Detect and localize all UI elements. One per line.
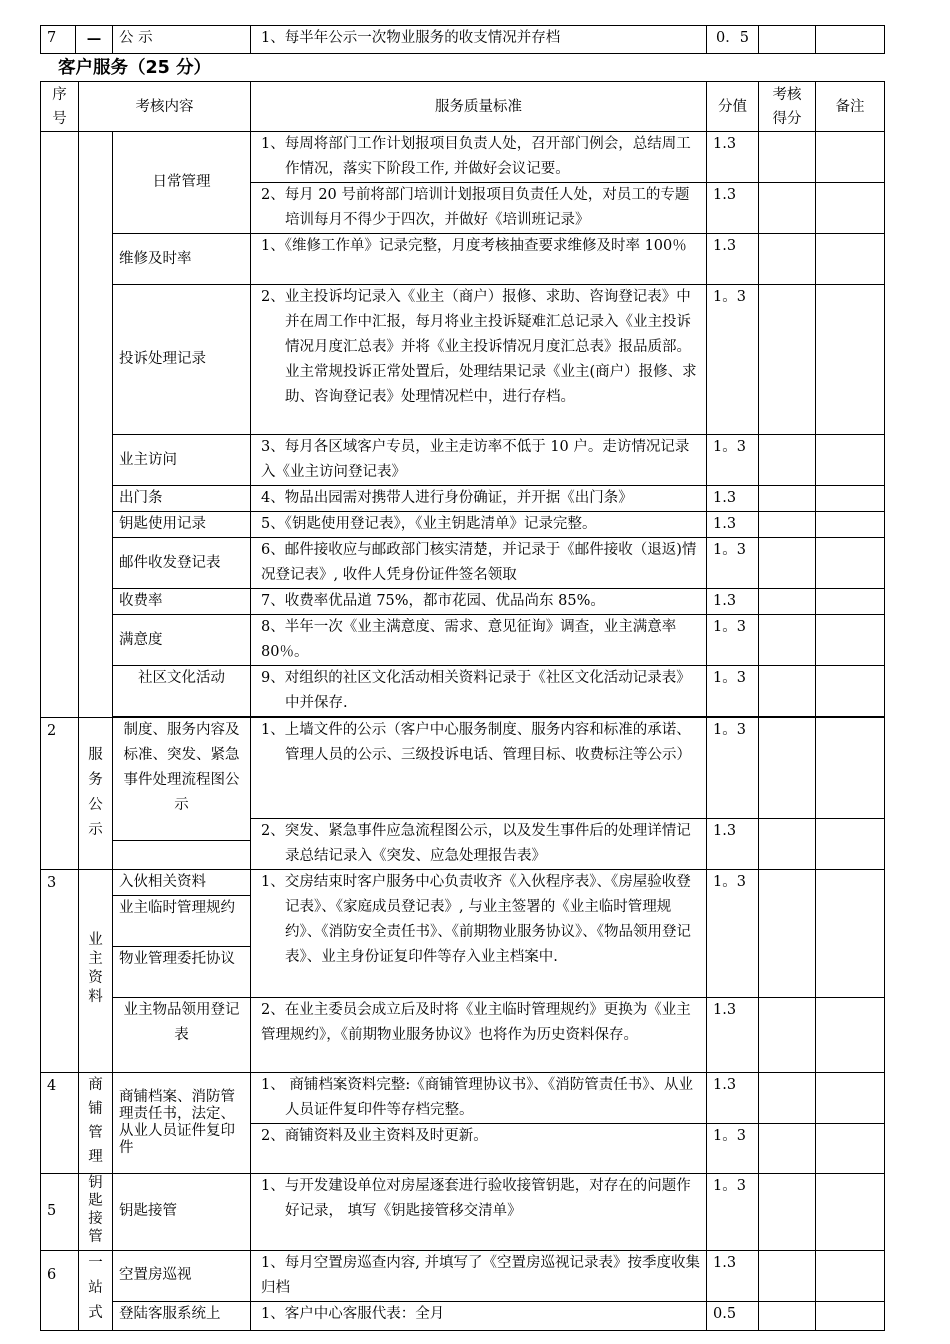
- s1-repair-score: 1.3: [707, 234, 759, 285]
- s3-item4: 业主物品领用登记表: [113, 997, 251, 1072]
- s1-fee: 收费率: [113, 589, 251, 615]
- s6-std2: 1、客户中心客服代表：全月: [251, 1301, 707, 1330]
- header-no: 序号: [41, 82, 79, 132]
- s1-exit-score: 1.3: [707, 486, 759, 512]
- s1-fee-std: 7、收费率优品道 75%，都市花园、优品尚东 85%。: [251, 589, 707, 615]
- s1-key-score: 1.3: [707, 512, 759, 538]
- s1-mail: 邮件收发登记表: [113, 538, 251, 589]
- top-row-table: [40, 25, 885, 54]
- s4-no: 4: [41, 1072, 79, 1173]
- s1-mail-std: 6、邮件接收应与邮政部门核实清楚，并记录于《邮件接收（退返)情况登记表》, 收件人凭身份证件签名领取: [251, 538, 707, 589]
- s1-culture: 社区文化活动: [113, 666, 251, 717]
- s1-cat: [79, 132, 113, 718]
- s6-item2: 登陆客服系统上: [113, 1301, 251, 1330]
- s1-daily: 日常管理: [113, 132, 251, 234]
- s1-key: 钥匙使用记录: [113, 512, 251, 538]
- header-score: 分值: [707, 82, 759, 132]
- s3-no: 3: [41, 869, 79, 1072]
- s1-culture-std: 9、对组织的社区文化活动相关资料记录于《社区文化活动记录表》中并保存.: [251, 666, 707, 717]
- section-title: 客户服务（25 分）: [58, 58, 211, 78]
- s4-item: 商铺档案、消防管理责任书，法定、从业人员证件复印件: [113, 1072, 251, 1173]
- s1-satis: 满意度: [113, 615, 251, 666]
- s3-score2: 1.3: [707, 997, 759, 1072]
- s2-item-blank: [113, 818, 251, 869]
- s1-complaint-score: 1。3: [707, 285, 759, 435]
- row-exam: [759, 26, 816, 54]
- s1-no: [41, 132, 79, 718]
- s2-no: 2: [41, 718, 79, 870]
- s4-score1: 1.3: [707, 1072, 759, 1123]
- s3-item2: 业主临时管理规约: [113, 895, 251, 946]
- s1-key-std: 5、《钥匙使用登记表》，《业主钥匙清单》记录完整。: [251, 512, 707, 538]
- s5-cat: 钥匙接管: [79, 1173, 113, 1250]
- row-dash: —: [76, 26, 113, 54]
- s6-cat: 一站式: [79, 1250, 113, 1330]
- s2-score1: 1。3: [707, 718, 759, 819]
- s1-repair-std: 1、《维修工作单》记录完整，月度考核抽查要求维修及时率 100％: [251, 234, 707, 285]
- s4-std1: 1、 商铺档案资料完整:《商铺管理协议书》、《消防管责任书》、从业人员证件复印件等存档完整。: [251, 1072, 707, 1123]
- s1-visit: 业主访问: [113, 435, 251, 486]
- s3-item3: 物业管理委托协议: [113, 946, 251, 997]
- s1-exit-std: 4、物品出园需对携带人进行身份确证，并开据《出门条》: [251, 486, 707, 512]
- row-note: [816, 26, 885, 54]
- s1-daily-score2: 1.3: [707, 183, 759, 234]
- s1-visit-std: 3、每月各区域客户专员，业主走访率不低于 10 户。走访情况记录入《业主访问登记表》: [251, 435, 707, 486]
- row-score: 0．5: [707, 26, 759, 54]
- s4-std2: 2、商铺资料及业主资料及时更新。: [251, 1123, 707, 1173]
- s2-std2: 2、突发、紧急事件应急流程图公示，以及发生事件后的处理详情记录总结记录入《突发、应急处理报告表》: [251, 818, 707, 869]
- customer-service-table: [40, 81, 885, 1331]
- s3-cat: 业主资料: [79, 869, 113, 1072]
- s1-satis-std: 8、半年一次《业主满意度、需求、意见征询》调查，业主满意率 80％。: [251, 615, 707, 666]
- header-content: 考核内容: [79, 82, 251, 132]
- s3-item1: 入伙相关资料: [113, 869, 251, 895]
- s1-satis-score: 1。3: [707, 615, 759, 666]
- s1-daily-std1: 1、每周将部门工作计划报项目负责人处，召开部门例会，总结周工作情况，落实下阶段工作, 并做好会议记要。: [251, 132, 707, 183]
- header-exam: 考核得分: [759, 82, 816, 132]
- s1-visit-score: 1。3: [707, 435, 759, 486]
- s1-exit: 出门条: [113, 486, 251, 512]
- row-no: 7: [41, 26, 76, 54]
- s1-complaint-std: 2、业主投诉均记录入《业主（商户）报修、求助、咨询登记表》中并在周工作中汇报，每月将业主投诉疑难汇总记录入《业主投诉情况月度汇总表》并将《业主投诉情况月度汇总表》报品质部。业主常规投诉正常处置后，处理结果记录《业主(商户）报修、求助、咨询登记表》处理情况栏中，进行存档。: [251, 285, 707, 435]
- s6-score1: 1.3: [707, 1250, 759, 1301]
- s4-score2: 1。3: [707, 1123, 759, 1173]
- s3-std2: 2、在业主委员会成立后及时将《业主临时管理规约》更换为《业主管理规约》，《前期物业服务协议》也将作为历史资料保存。: [251, 997, 707, 1072]
- s2-cat: 服务公示: [79, 718, 113, 870]
- s5-score: 1。3: [707, 1173, 759, 1250]
- s1-daily-score1: 1.3: [707, 132, 759, 183]
- s5-no: 5: [41, 1173, 79, 1250]
- s1-repair: 维修及时率: [113, 234, 251, 285]
- s2-score2: 1.3: [707, 818, 759, 869]
- row-standard: 1、每半年公示一次物业服务的收支情况并存档: [251, 26, 707, 54]
- s2-item: 制度、服务内容及标准、突发、紧急事件处理流程图公示: [113, 718, 251, 819]
- s5-std: 1、与开发建设单位对房屋逐套进行验收接管钥匙，对存在的问题作好记录， 填写《钥匙接管移交清单》: [251, 1173, 707, 1250]
- header-standard: 服务质量标准: [251, 82, 707, 132]
- s1-fee-score: 1.3: [707, 589, 759, 615]
- header-note: 备注: [816, 82, 885, 132]
- s3-score1: 1。3: [707, 869, 759, 997]
- s6-item1: 空置房巡视: [113, 1250, 251, 1301]
- row-item: 公 示: [113, 26, 251, 54]
- s5-item: 钥匙接管: [113, 1173, 251, 1250]
- s1-daily-std2: 2、每月 20 号前将部门培训计划报项目负责任人处，对员工的专题培训每月不得少于四次，并做好《培训班记录》: [251, 183, 707, 234]
- s1-culture-score: 1。3: [707, 666, 759, 717]
- s1-complaint: 投诉处理记录: [113, 285, 251, 435]
- s4-cat: 商铺管理: [79, 1072, 113, 1173]
- s6-score2: 0.5: [707, 1301, 759, 1330]
- s6-std1: 1、每月空置房巡查内容, 并填写了《空置房巡视记录表》按季度收集归档: [251, 1250, 707, 1301]
- s2-std1: 1、上墙文件的公示（客户中心服务制度、服务内容和标准的承诺、管理人员的公示、三级投诉电话、管理目标、收费标注等公示）: [251, 718, 707, 819]
- s3-std1: 1、交房结束时客户服务中心负责收齐《入伙程序表》、《房屋验收登记表》、《家庭成员登记表》, 与业主签署的《业主临时管理规约》、《消防安全责任书》、《前期物业服务协议》、《物品领用登记表》、业主身份证复印件等存入业主档案中.: [251, 869, 707, 997]
- s6-no: 6: [41, 1250, 79, 1330]
- s1-mail-score: 1。3: [707, 538, 759, 589]
